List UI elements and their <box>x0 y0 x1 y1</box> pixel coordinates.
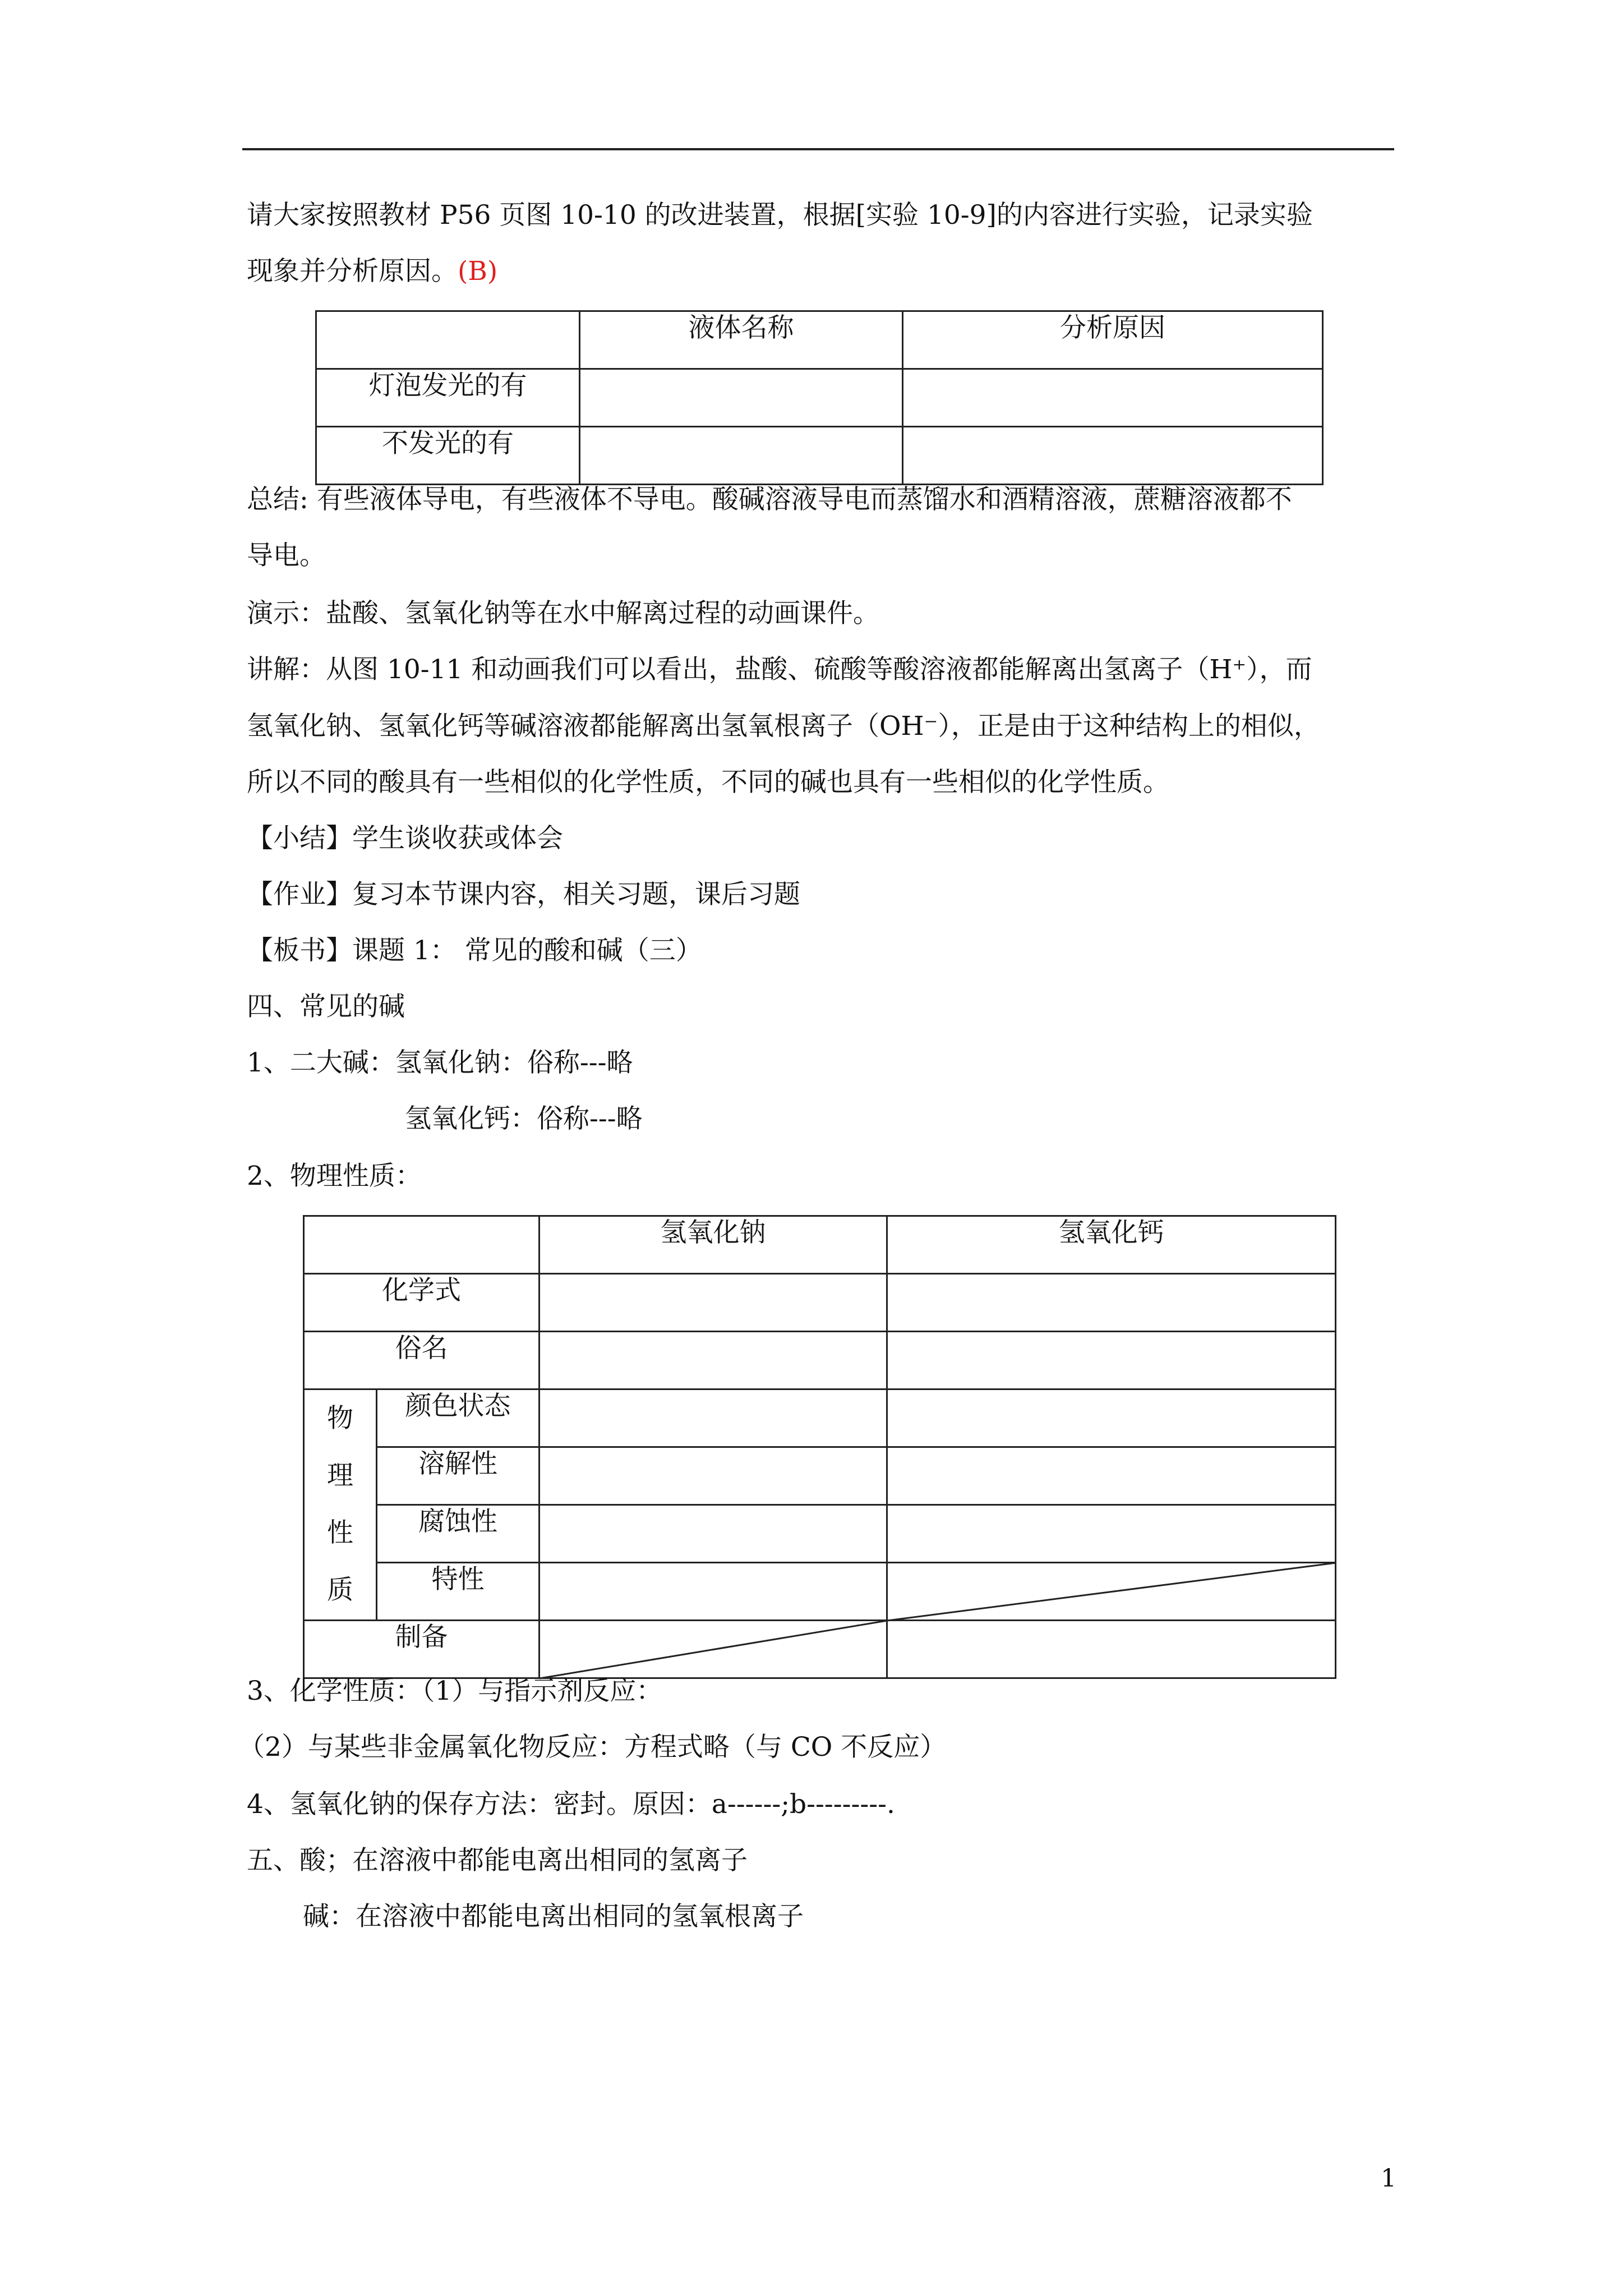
diagonal-special-caoh2 <box>887 1563 1336 1621</box>
t2-physical-properties-label <box>304 1389 377 1621</box>
explain-line-1: 讲解：从图 10-11 和动画我们可以看出，盐酸、硫酸等酸溶液都能解离出氢离子（H⁺），而 <box>247 654 1312 685</box>
difficulty-level: (B) <box>458 256 498 287</box>
t2-row-special: 特性 <box>377 1563 540 1621</box>
diagonal-preparation-naoh <box>540 1621 887 1678</box>
base-definition-line: 碱：在溶液中都能电离出相同的氢氧根离子 <box>303 1901 804 1932</box>
intro-line-2 <box>247 255 497 288</box>
acid-definition-line: 五、酸；在溶液中都能电离出相同的氢离子 <box>247 1845 748 1876</box>
t2-solubility-naoh <box>540 1447 887 1505</box>
page-number: 1 <box>1381 2164 1396 2193</box>
demo-line: 演示：盐酸、氢氧化钠等在水中解离过程的动画课件。 <box>247 598 879 629</box>
t1-row-lit-liquid <box>580 369 903 427</box>
group-char-3: 性 <box>327 1517 353 1548</box>
section-four-title: 四、常见的碱 <box>247 991 405 1022</box>
t2-row-formula: 化学式 <box>304 1274 540 1332</box>
group-char-2: 理 <box>327 1460 353 1491</box>
t2-corrosiveness-caoh2 <box>887 1505 1336 1563</box>
t1-row-unlit-reason <box>903 427 1323 485</box>
t2-formula-naoh <box>540 1274 887 1332</box>
t2-row-corrosiveness: 腐蚀性 <box>377 1505 540 1563</box>
t1-row-lit-reason <box>903 369 1323 427</box>
t2-row-common-name: 俗名 <box>304 1332 540 1389</box>
t2-corrosiveness-naoh <box>540 1505 887 1563</box>
t2-formula-caoh2 <box>887 1274 1336 1332</box>
intro-line-1: 请大家按照教材 P56 页图 10-10 的改进装置，根据[实验 10-9]的内容进行实验，记录实验 <box>247 200 1313 231</box>
t2-row-preparation: 制备 <box>304 1621 540 1678</box>
t2-common-name-naoh <box>540 1332 887 1389</box>
homework-heading: 【作业】复习本节课内容，相关习题，课后习题 <box>247 879 800 910</box>
board-heading: 【板书】课题 1： 常见的酸和碱（三） <box>247 935 702 966</box>
t1-row-lit-label: 灯泡发光的有 <box>316 369 580 427</box>
physical-properties-heading: 2、物理性质： <box>247 1161 422 1191</box>
t2-color-state-naoh <box>540 1389 887 1447</box>
t2-solubility-caoh2 <box>887 1447 1336 1505</box>
two-bases-caoh2: 氢氧化钙：俗称---略 <box>405 1103 643 1134</box>
summary-heading: 【小结】学生谈收获或体会 <box>247 823 563 854</box>
t2-common-name-caoh2 <box>887 1332 1336 1389</box>
t1-header-reason: 分析原因 <box>903 311 1323 369</box>
t2-header-naoh: 氢氧化钠 <box>540 1216 887 1274</box>
t1-header-liquid-name: 液体名称 <box>580 311 903 369</box>
explain-line-2: 氢氧化钠、氢氧化钙等碱溶液都能解离出氢氧根离子（OH⁻），正是由于这种结构上的相似， <box>247 711 1320 742</box>
summary-line-1: 总结: 有些液体导电，有些液体不导电。酸碱溶液导电而蒸馏水和酒精溶液，蔗糖溶液都不 <box>247 484 1292 515</box>
t2-header-caoh2: 氢氧化钙 <box>887 1216 1336 1274</box>
intro-line-2-text: 现象并分析原因。 <box>247 256 458 287</box>
t1-row-unlit-label: 不发光的有 <box>316 427 580 485</box>
explain-line-3: 所以不同的酸具有一些相似的化学性质，不同的碱也具有一些相似的化学性质。 <box>247 767 1169 798</box>
group-char-1: 物 <box>327 1403 353 1434</box>
t2-color-state-caoh2 <box>887 1389 1336 1447</box>
t1-row-unlit-liquid <box>580 427 903 485</box>
nonmetal-oxide-line: （2）与某些非金属氧化物反应：方程式略（与 CO 不反应） <box>238 1732 947 1763</box>
t1-header-blank <box>316 311 580 369</box>
summary-line-2: 导电。 <box>247 540 326 571</box>
storage-method-line: 4、氢氧化钠的保存方法：密封。原因：a------;b---------. <box>247 1789 895 1820</box>
header-rule <box>242 148 1394 150</box>
t2-header-blank <box>304 1216 540 1274</box>
t2-row-solubility: 溶解性 <box>377 1447 540 1505</box>
group-char-4: 质 <box>327 1575 353 1605</box>
table-diagonal-strikes <box>540 1563 1336 1678</box>
two-bases-naoh: 1、二大碱：氢氧化钠：俗称---略 <box>247 1047 633 1078</box>
t2-row-color-state: 颜色状态 <box>377 1389 540 1447</box>
chemical-properties-line: 3、化学性质：（1）与指示剂反应： <box>247 1676 663 1706</box>
conductivity-table <box>315 310 1324 485</box>
